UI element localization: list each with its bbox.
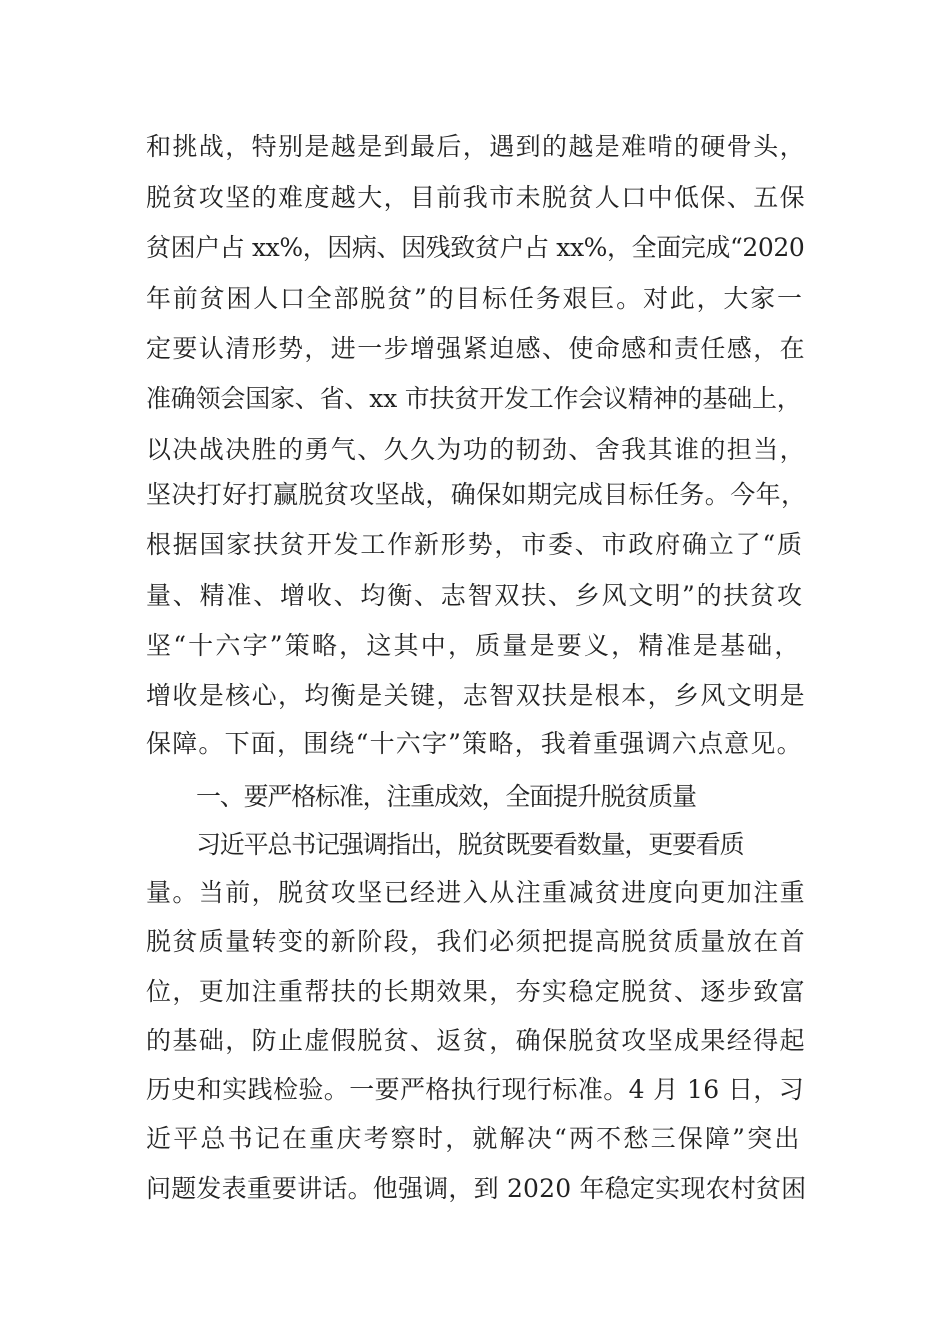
text-line-15: 习近平总书记强调指出，脱贫既要看数量，更要看质: [196, 830, 744, 859]
text-line-10: 量、精准、增收、均衡、志智双扶、乡风文明”的扶贫攻: [146, 581, 804, 610]
text-line-7: 以决战决胜的勇气、久久为功的韧劲、舍我其谁的担当，: [146, 435, 807, 464]
text-line-16: 量。当前，脱贫攻坚已经进入从注重减贫进度向更加注重: [146, 878, 807, 907]
text-line-19: 的基础，防止虚假脱贫、返贫，确保脱贫攻坚成果经得起: [146, 1026, 807, 1055]
text-line-20: 历史和实践检验。一要严格执行现行标准。4 月 16 日，习: [146, 1075, 805, 1104]
text-line-12: 增收是核心，均衡是关键，志智双扶是根本，乡风文明是: [146, 681, 807, 710]
text-line-1: 和挑战，特别是越是到最后，遇到的越是难啃的硬骨头，: [146, 132, 807, 161]
text-line-21: 近平总书记在重庆考察时，就解决“两不愁三保障”突出: [146, 1124, 802, 1153]
text-line-13: 保障。下面，围绕“十六字”策略，我着重强调六点意见。: [146, 729, 803, 758]
text-line-11: 坚“十六字”策略，这其中，质量是要义，精准是基础，: [146, 631, 802, 660]
text-line-3: 贫困户占 xx%，因病、因残致贫户占 xx%，全面完成“2020: [146, 233, 805, 262]
text-line-5: 定要认清形势，进一步增强紧迫感、使命感和责任感，在: [146, 334, 807, 363]
text-line-2: 脱贫攻坚的难度越大，目前我市未脱贫人口中低保、五保: [146, 183, 807, 212]
text-line-8: 坚决打好打赢脱贫攻坚战，确保如期完成目标任务。今年，: [146, 480, 807, 509]
text-line-6: 准确领会国家、省、xx 市扶贫开发工作会议精神的基础上，: [146, 384, 802, 413]
text-line-17: 脱贫质量转变的新阶段，我们必须把提高脱贫质量放在首: [146, 927, 807, 956]
section-heading: 一、要严格标准，注重成效，全面提升脱贫质量: [196, 782, 696, 811]
text-line-9: 根据国家扶贫开发工作新形势，市委、市政府确立了“质: [146, 530, 804, 559]
text-line-18: 位，更加注重帮扶的长期效果，夯实稳定脱贫、逐步致富: [146, 977, 807, 1006]
text-line-4: 年前贫困人口全部脱贫”的目标任务艰巨。对此，大家一: [146, 284, 804, 313]
text-line-22: 问题发表重要讲话。他强调，到 2020 年稳定实现农村贫困: [146, 1174, 807, 1203]
